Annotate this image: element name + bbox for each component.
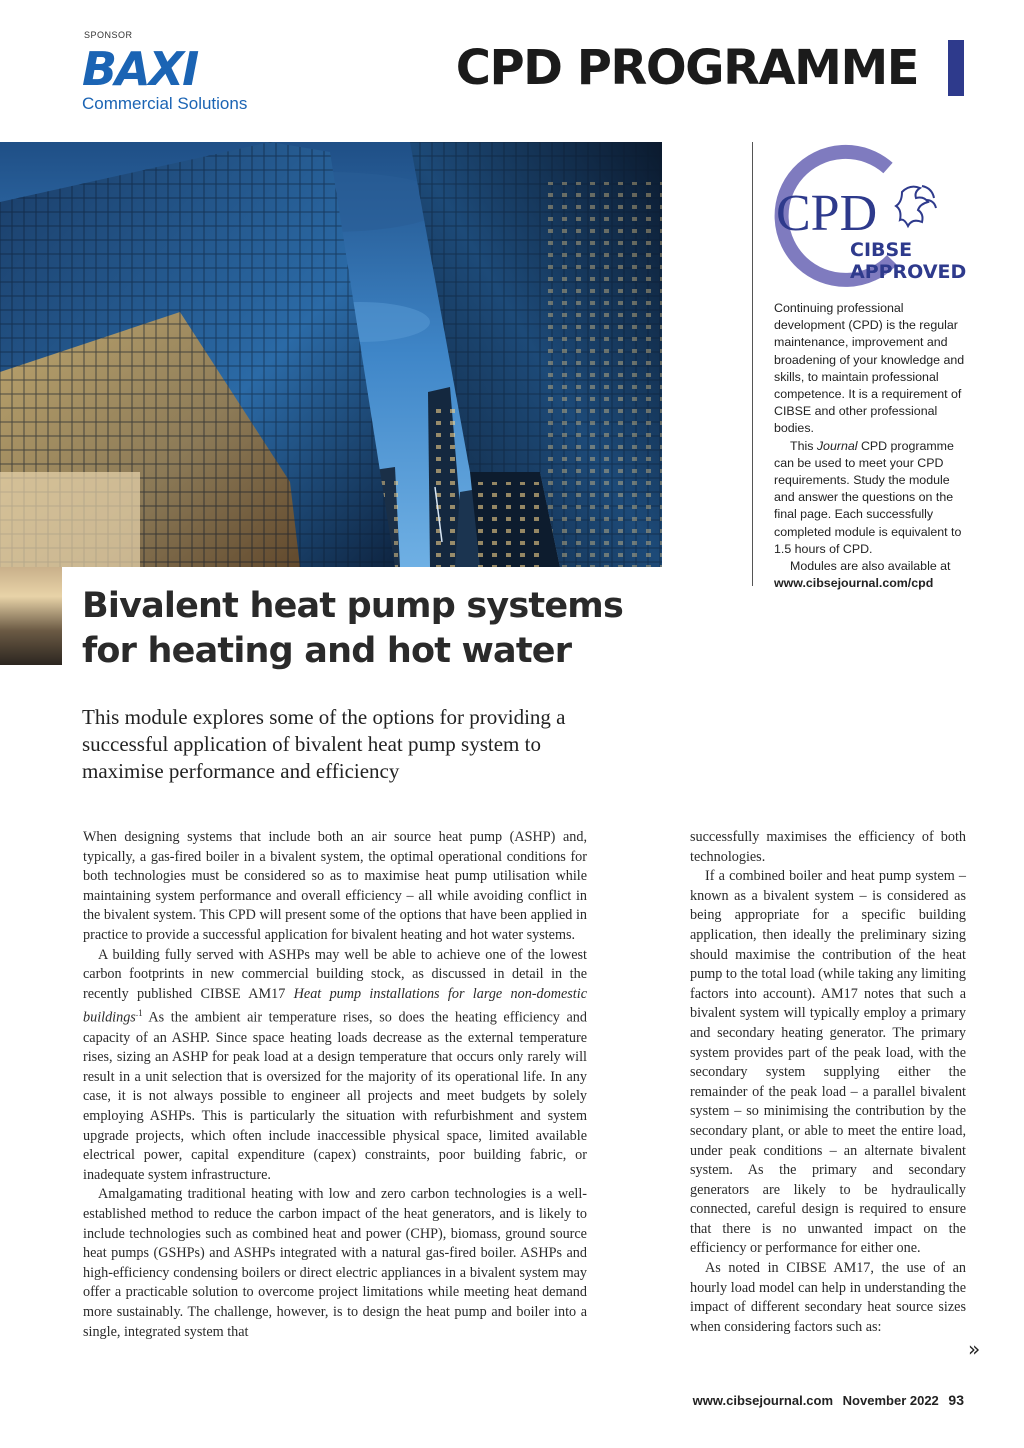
- badge-cibse-text: CIBSE: [850, 239, 913, 261]
- body-paragraph: successfully maximises the efficiency of both technologies.: [690, 829, 966, 865]
- baxi-logo: [82, 44, 252, 120]
- footer-site[interactable]: www.cibsejournal.com: [692, 1393, 834, 1408]
- hero-photo: [0, 142, 662, 567]
- sidebar-paragraph: Modules are also available at: [790, 559, 951, 574]
- body-paragraph: As noted in CIBSE AM17, the use of an hourly load model can help in understanding the impact of different secondary heat source sizes when considering factors such as:: [690, 1260, 966, 1335]
- body-paragraph: When designing systems that include both an air source heat pump (ASHP) and, typically, a gas-fired boiler in a bivalent system, the optimal operational conditions for both technologies must be considered so as to maximise heat pump utilisation while maintaining system performance and overall efficiency – all while avoiding conflict in the bivalent system. This CPD will present some of the options that have been applied in practice to provide a successful application for bivalent heating and hot water systems.: [83, 829, 587, 943]
- article-standfirst: This module explores some of the options for providing a successful application of bivalent heat pump system to maximise performance and efficiency: [82, 705, 566, 783]
- page-number: 93: [948, 1392, 964, 1408]
- body-paragraph: If a combined boiler and heat pump system – known as a bivalent system – is considered as being appropriate for a specific building application, then ideally the preliminary sizing should maximise the contribution of the heat pump to the total load (while taking any limiting factors into account). AM17 notes that such a bivalent system will typically employ a primary and secondary heating generator. The primary system provides part of the peak load, with the secondary system supplying either the remainder of the peak load – a parallel bivalent system – so minimising the contribution by the secondary plant, or able to meet the entire load, under peak conditions – an alternate bivalent system. As the primary and secondary generators are likely to be hydraulically connected, careful design is required to ensure that there is no unwanted impact on the efficiency or performance for either one.: [690, 868, 966, 1257]
- body-column-left: [83, 828, 587, 1342]
- continue-arrow-icon: »: [968, 1337, 981, 1361]
- body-column-right: [690, 828, 966, 1337]
- sponsor-label: SPONSOR: [84, 30, 133, 40]
- skyscrapers-photo-image: [0, 142, 662, 567]
- footer-issue: November 2022: [842, 1393, 939, 1408]
- baxi-logo-word: BAXI: [82, 42, 198, 96]
- page-footer: [693, 1392, 964, 1408]
- sidebar-paragraph: This Journal CPD programme can be used to meet your CPD requirements. Study the module and answer the questions on the final page. Each successfully completed module is equivalent to 1.5 hours of CPD.: [774, 438, 962, 556]
- sidebar-divider: [752, 142, 753, 586]
- badge-cpd-text: CPD: [776, 185, 878, 242]
- body-paragraph: Amalgamating traditional heating with low and zero carbon technologies is a well-established method to reduce the carbon impact of the heat generators, and is likely to include technologies such as combined heat and power (CHP), biomass, ground source heat pumps (GSHPs) and ASHPs integrated with a natural gas-fired boiler. ASHPs and high-efficiency condensing boilers or direct electric appliances in a bivalent system may offer a practicable solution to overcome project limitations while meeting heat demand more sustainably. The challenge, however, is to design the heat pump and boiler into a single, integrated system that: [83, 1186, 587, 1340]
- section-accent-bar: [948, 40, 964, 96]
- hero-photo-strip: [0, 567, 62, 665]
- badge-approved-text: APPROVED: [850, 261, 967, 283]
- body-paragraph: A building fully served with ASHPs may well be able to achieve one of the lowest carbon footprints in new commercial building stock, as discussed in detail in the recently published CIBSE AM17 Heat pump installations for large non-domestic buildings$^{.1}$ As the ambient air temperature rises, so does the heating efficiency and capacity of an ASHP. Since space heating loads decrease as the external temperature rises, sizing an ASHP for peak load at a design temperature that occurs only rarely will result in a unit selection that is oversized for the majority of its operational life. In any case, it is not always possible to engineer all projects and meet budgets by solely employing ASHPs. This is particularly the situation with refurbishment and system upgrade projects, which often include inaccessible physical space, limited available electrical power, capital expenditure (capex) constraints, poor building fabric, or inadequate system infrastructure.: [83, 946, 587, 1183]
- baxi-logo-subtitle: Commercial Solutions: [82, 94, 248, 113]
- cpd-sidebar-text: [774, 300, 969, 592]
- section-title: CPD PROGRAMME: [455, 40, 918, 96]
- sidebar-url-link[interactable]: www.cibsejournal.com/cpd: [774, 576, 934, 591]
- sidebar-paragraph: Continuing professional development (CPD) is the regular maintenance, improvement and broadening of your knowledge and skills, to maintain professional competence. It is a requirement of CIBSE and other professional bodies.: [774, 301, 965, 436]
- cibse-griffin-icon: [896, 186, 936, 226]
- article-title: Bivalent heat pump systems for heating and hot water: [82, 586, 623, 671]
- cpd-cibse-approved-badge: [772, 142, 967, 292]
